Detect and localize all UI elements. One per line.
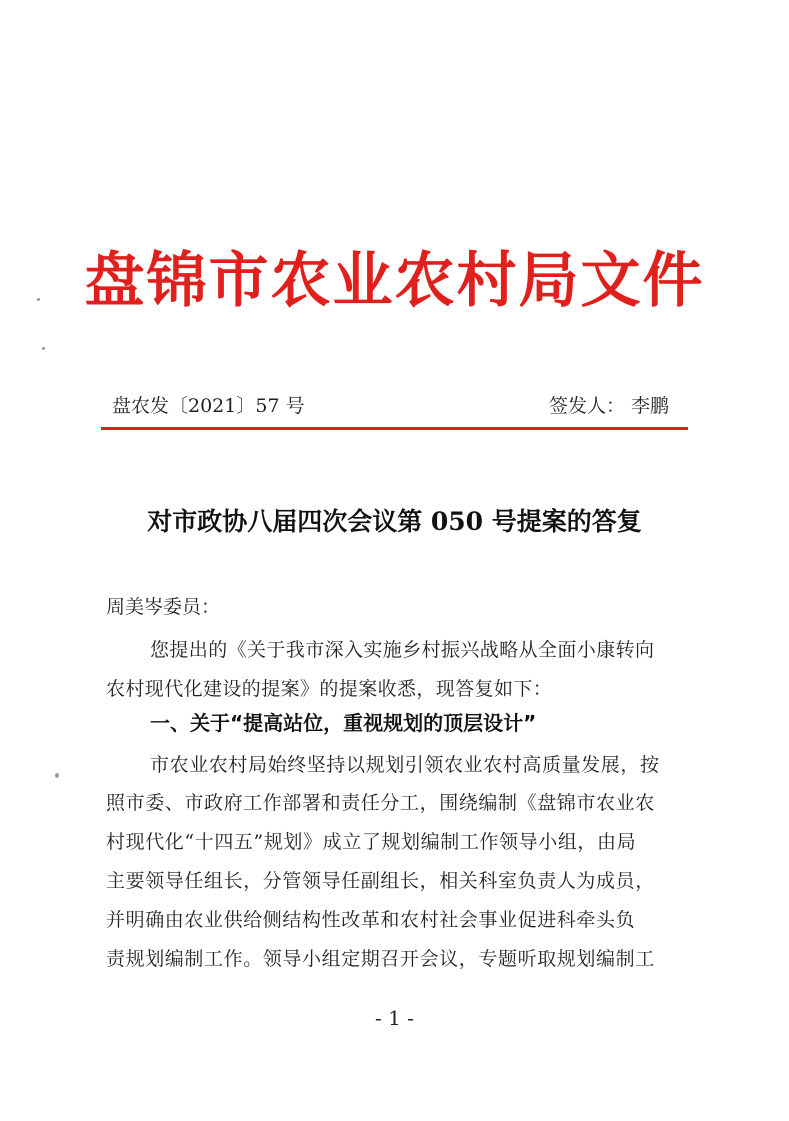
paragraph-line: 主要领导任组长，分管领导任副组长，相关科室负责人为成员， <box>106 870 655 892</box>
agency-banner: 盘锦市农业农村局文件 <box>84 246 705 316</box>
document-number: 盘农发〔2021〕57 号 <box>112 395 305 417</box>
signer-block <box>549 392 669 420</box>
paragraph-line: 村现代化“十四五”规划》成立了规划编制工作领导小组，由局 <box>106 831 637 853</box>
page-number: - 1 - <box>375 1006 414 1030</box>
paragraph-line: 并明确由农业供给侧结构性改革和农村社会事业促进科牵头负 <box>106 909 636 931</box>
paragraph-line: 责规划编制工作。领导小组定期召开会议，专题听取规划编制工 <box>106 948 655 970</box>
scan-speck <box>42 347 45 350</box>
signer-name: 李鹏 <box>630 395 669 417</box>
red-divider-rule <box>101 427 688 430</box>
salutation: 周美岑委员： <box>106 596 221 618</box>
paragraph-line: 照市委、市政府工作部署和责任分工，围绕编制《盘锦市农业农 <box>106 792 655 814</box>
paragraph-line: 您提出的《关于我市深入实施乡村振兴战略从全面小康转向 <box>150 639 655 661</box>
paragraph-line: 市农业农村局始终坚持以规划引领农业农村高质量发展，按 <box>150 754 660 776</box>
section-heading: 一、关于“提高站位，重视规划的顶层设计” <box>150 711 537 735</box>
signer-label: 签发人： <box>548 395 625 417</box>
scan-speck <box>37 298 40 301</box>
scan-speck <box>55 773 59 778</box>
paragraph-line: 农村现代化建设的提案》的提案收悉，现答复如下： <box>106 678 553 700</box>
document-title: 对市政协八届四次会议第 050 号提案的答复 <box>147 507 642 536</box>
